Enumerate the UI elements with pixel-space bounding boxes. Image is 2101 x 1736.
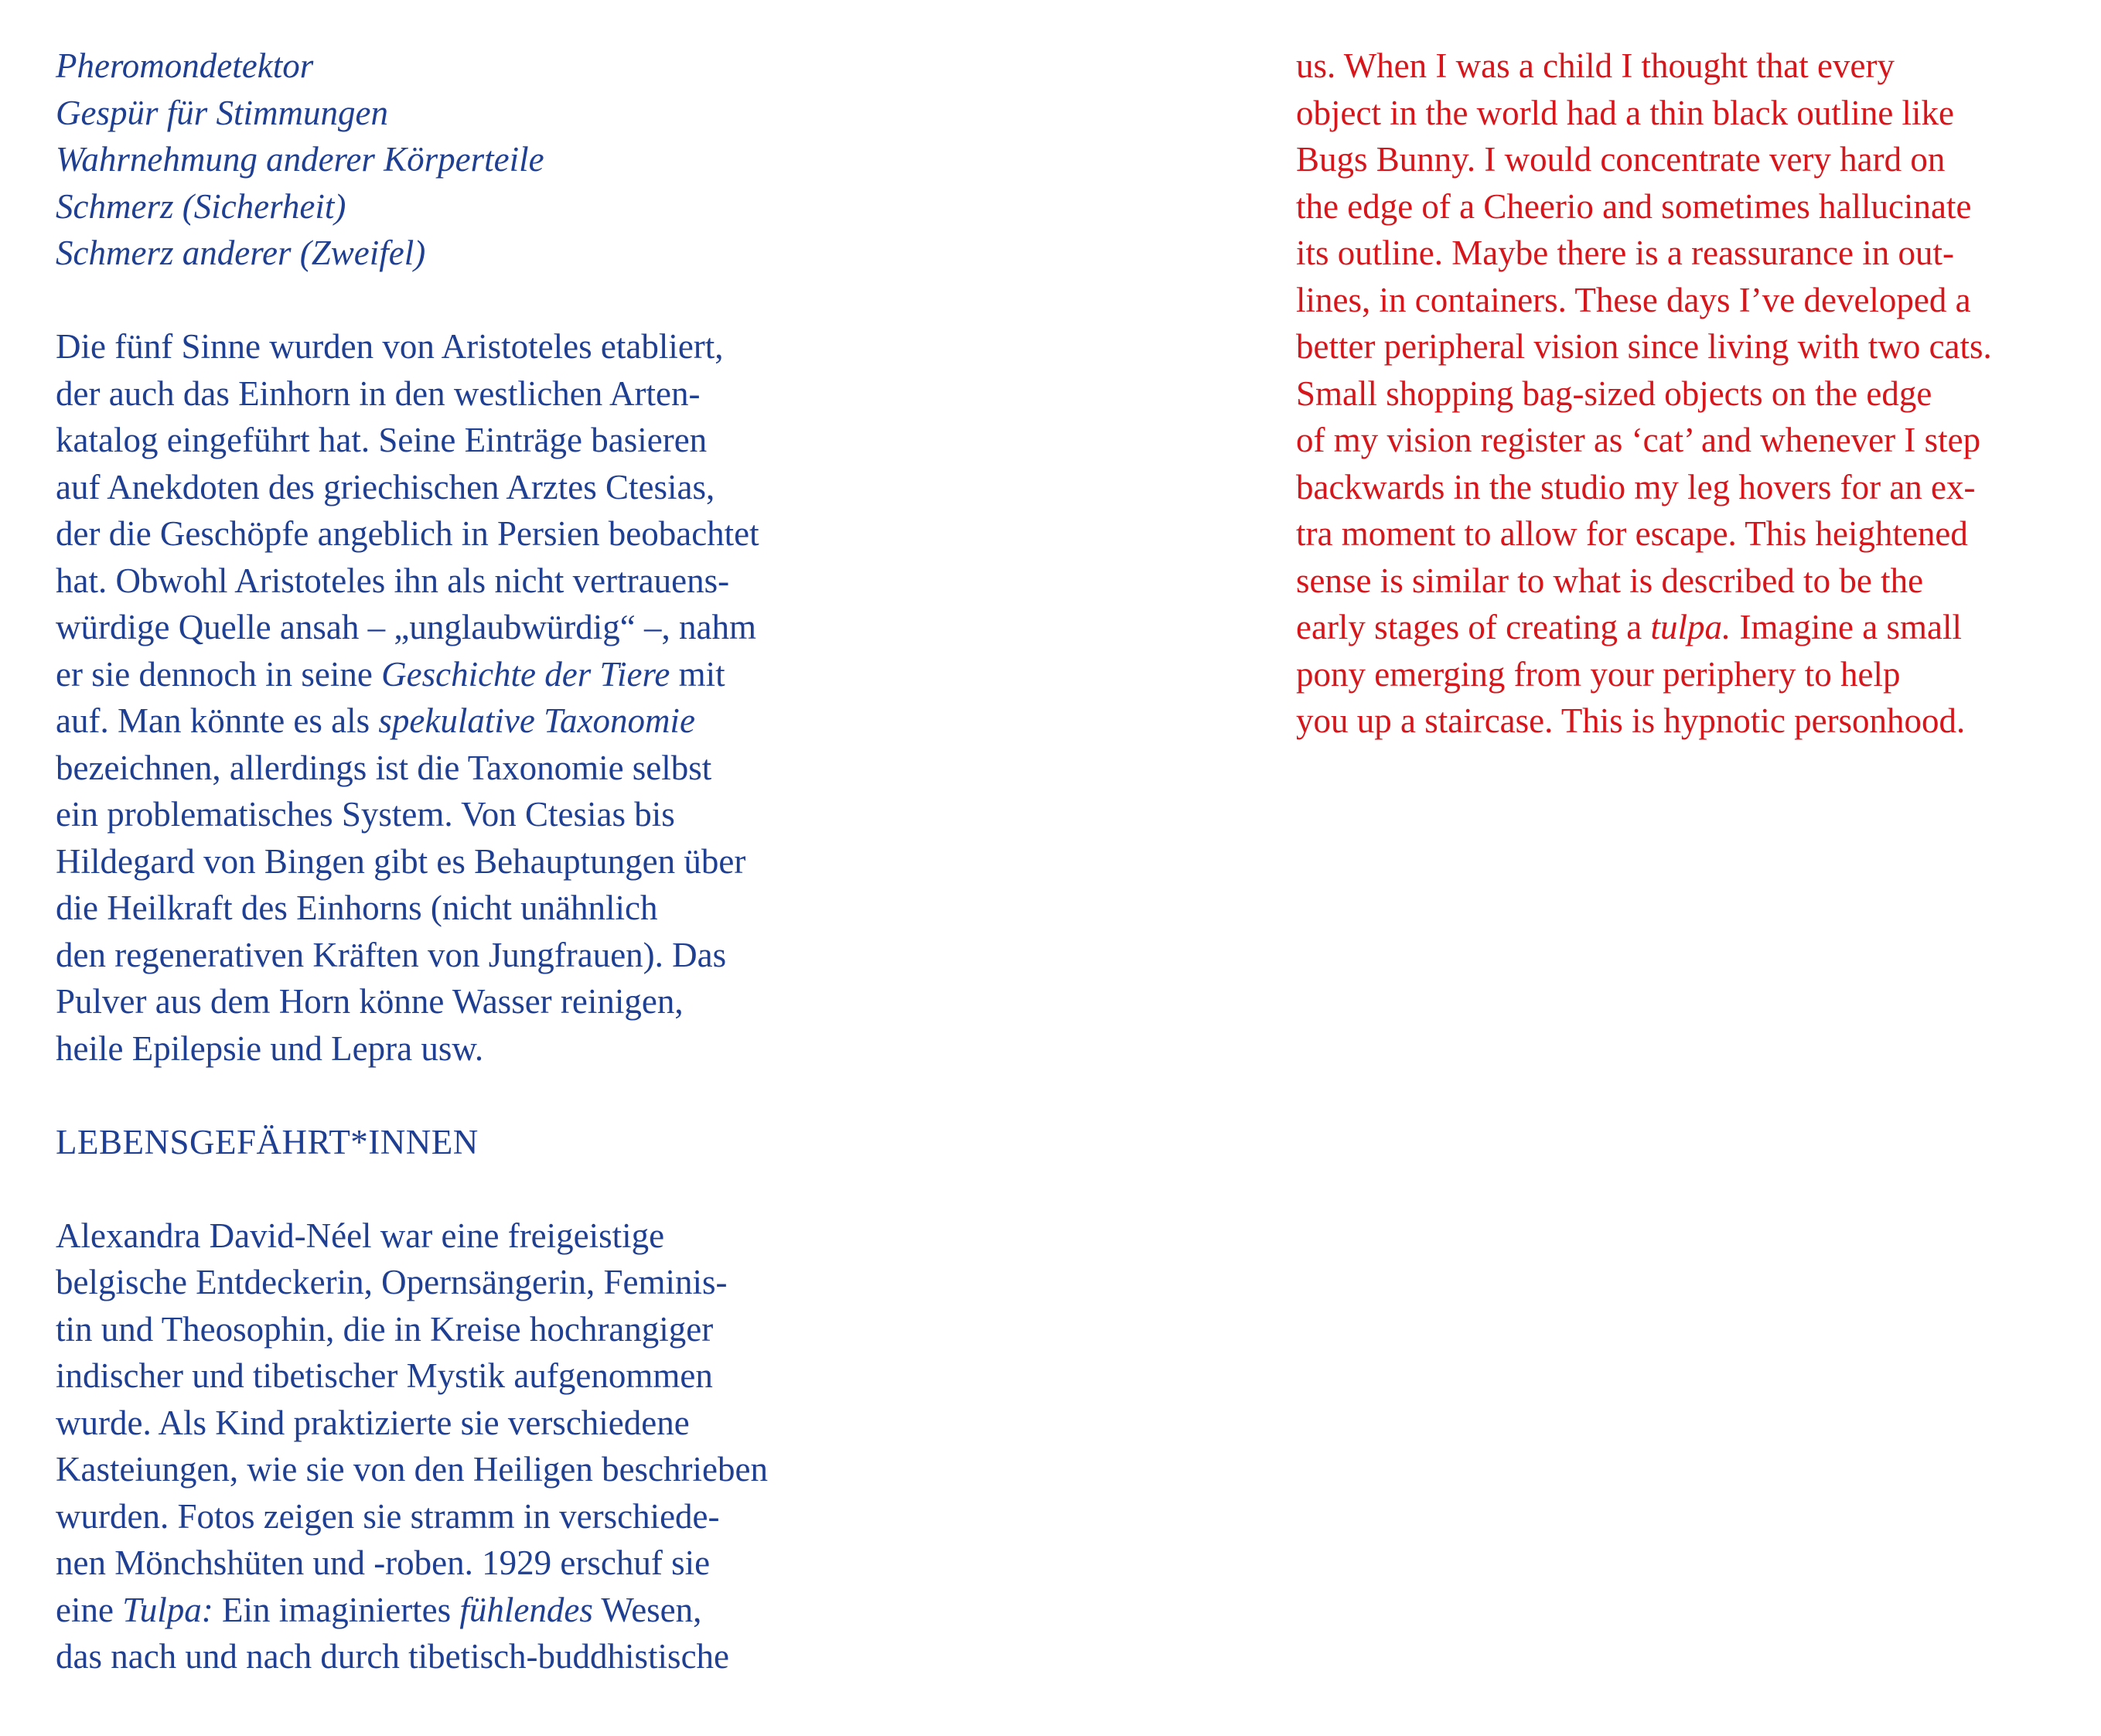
text-line: nen Mönchshüten und -roben. 1929 erschuf sie: [56, 1543, 711, 1582]
book-title-emphasis: Geschichte der Tiere: [381, 654, 670, 694]
paragraph-tulpa: [1296, 43, 2085, 745]
spacer: [56, 1072, 844, 1119]
text-run: Imagine a small: [1731, 608, 1962, 646]
text-line: Small shopping bag-sized objects on the edge: [1296, 373, 1932, 413]
text-line: better peripheral vision since living with two cats.: [1296, 327, 1992, 366]
text-run: Ein imaginiertes: [213, 1590, 460, 1629]
spacer: [56, 1165, 844, 1212]
text-run: er sie dennoch in seine: [56, 654, 382, 694]
text-line: Bugs Bunny. I would concentrate very hard on: [1296, 140, 1946, 179]
intro-list-item: Gespür für Stimmungen: [56, 93, 388, 132]
intro-list-item: Pheromondetektor: [56, 46, 314, 85]
text-line: Alexandra David-Néel war eine freigeistige: [56, 1216, 665, 1255]
text-run: auf. Man könnte es als: [56, 701, 379, 740]
paragraph-aristoteles: [56, 323, 844, 1072]
intro-list-item: Wahrnehmung anderer Körperteile: [56, 140, 544, 179]
text-line: katalog eingeführt hat. Seine Einträge basieren: [56, 421, 708, 459]
text-line: sense is similar to what is described to be the: [1296, 561, 1924, 600]
text-line: Kasteiungen, wie sie von den Heiligen beschrieben: [56, 1450, 768, 1489]
term-emphasis: tulpa.: [1650, 608, 1731, 646]
text-line: den regenerativen Kräften von Jungfrauen). Das: [56, 935, 727, 974]
text-line: würdige Quelle ansah – „unglaubwürdig“ –, nahm: [56, 608, 756, 646]
text-line: you up a staircase. This is hypnotic personhood.: [1296, 701, 1966, 740]
text-line: hat. Obwohl Aristoteles ihn als nicht vertrauens-: [56, 561, 730, 600]
text-line: backwards in the studio my leg hovers for an ex-: [1296, 467, 1976, 506]
text-line: bezeichnen, allerdings ist die Taxonomie selbst: [56, 748, 712, 787]
text-line: the edge of a Cheerio and sometimes hallucinate: [1296, 186, 1972, 226]
text-line: heile Epilepsie und Lepra usw.: [56, 1028, 484, 1068]
left-column: [56, 43, 844, 1680]
intro-list-item: Schmerz anderer (Zweifel): [56, 234, 426, 272]
text-run: early stages of creating a: [1296, 608, 1651, 646]
text-line: pony emerging from your periphery to help: [1296, 654, 1901, 694]
text-line: [56, 697, 844, 745]
text-line: [1296, 604, 2085, 651]
right-column: [1296, 43, 2085, 745]
text-line: der auch das Einhorn in den westlichen Arten-: [56, 373, 701, 413]
text-line: us. When I was a child I thought that every: [1296, 46, 1895, 85]
text-line: indischer und tibetischer Mystik aufgenommen: [56, 1356, 713, 1395]
text-line: tra moment to allow for escape. This heightened: [1296, 514, 1968, 553]
text-line: [56, 651, 844, 698]
text-line: wurde. Als Kind praktizierte sie verschiedene: [56, 1403, 690, 1442]
term-emphasis: Tulpa:: [122, 1590, 213, 1629]
intro-list: [56, 43, 844, 277]
text-line: its outline. Maybe there is a reassurance in out-: [1296, 234, 1954, 272]
spacer: [56, 277, 844, 324]
text-line: der die Geschöpfe angeblich in Persien beobachtet: [56, 514, 759, 553]
text-line: [56, 1587, 844, 1634]
text-line: auf Anekdoten des griechischen Arztes Ctesias,: [56, 467, 715, 506]
text-line: Hildegard von Bingen gibt es Behauptungen über: [56, 841, 746, 881]
paragraph-david-neel: [56, 1212, 844, 1680]
text-line: of my vision register as ‘cat’ and whenever I step: [1296, 421, 1981, 459]
intro-list-item: Schmerz (Sicherheit): [56, 186, 346, 226]
text-line: object in the world had a thin black outline like: [1296, 93, 1955, 132]
text-line: lines, in containers. These days I’ve developed a: [1296, 280, 1971, 319]
text-line: ein problematisches System. Von Ctesias bis: [56, 795, 675, 834]
term-emphasis: spekulative Taxonomie: [378, 701, 695, 740]
text-line: tin und Theosophin, die in Kreise hochrangiger: [56, 1309, 714, 1349]
text-line: Die fünf Sinne wurden von Aristoteles etabliert,: [56, 327, 724, 366]
term-emphasis: fühlendes: [459, 1590, 593, 1629]
text-run: Wesen,: [592, 1590, 702, 1629]
text-line: Pulver aus dem Horn könne Wasser reinigen,: [56, 982, 684, 1021]
text-line: belgische Entdeckerin, Opernsängerin, Feminis-: [56, 1263, 728, 1301]
text-run: eine: [56, 1590, 123, 1629]
text-line: das nach und nach durch tibetisch-buddhistische: [56, 1637, 730, 1676]
text-line: die Heilkraft des Einhorns (nicht unähnlich: [56, 888, 658, 927]
section-heading: LEBENSGEFÄHRT*INNEN: [56, 1122, 479, 1161]
text-line: wurden. Fotos zeigen sie stramm in verschiede-: [56, 1496, 720, 1536]
text-run: mit: [670, 654, 725, 694]
